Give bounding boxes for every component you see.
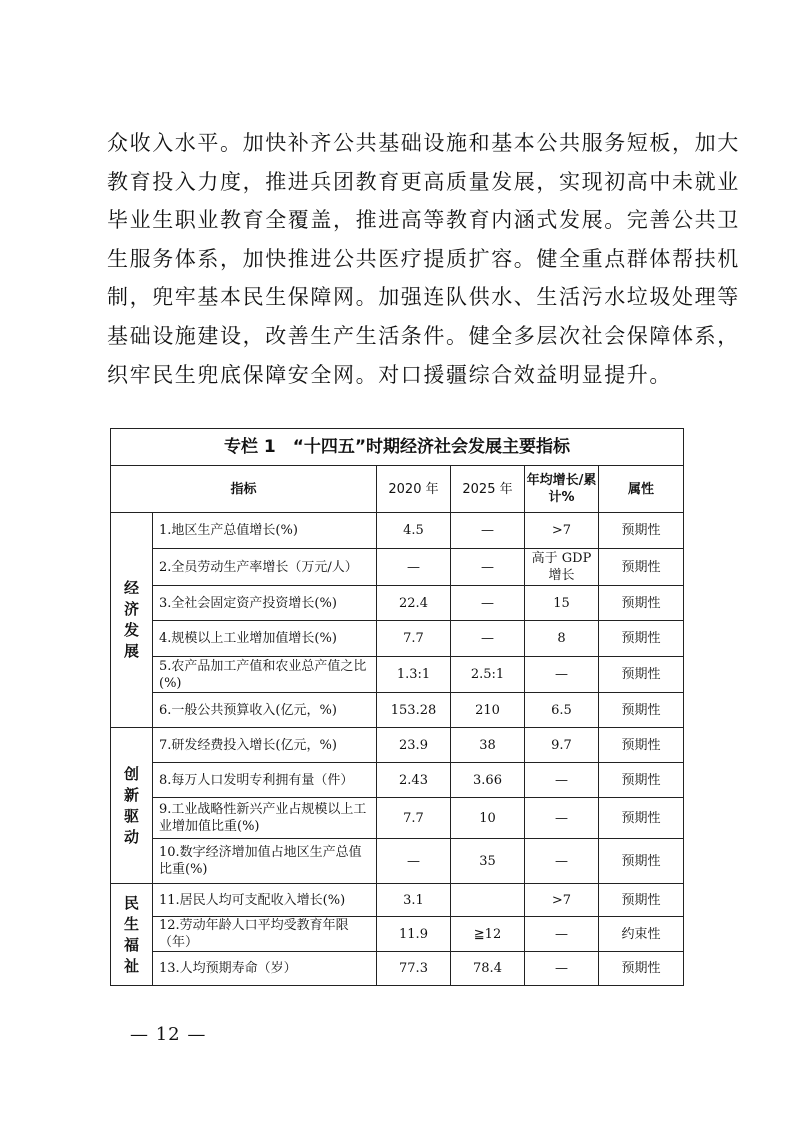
growth-value: 6.5 [525,693,599,728]
category-char: 创 [123,764,139,783]
indicator-name: 4.规模以上工业增加值增长(%) [153,621,377,657]
table-title: 专栏 1 “十四五”时期经济社会发展主要指标 [111,429,684,466]
value-2020: — [377,839,451,884]
value-2025: — [451,513,525,549]
value-2020: 23.9 [377,728,451,763]
body-paragraph [107,124,740,394]
indicator-name: 6.一般公共预算收入(亿元，%) [153,693,377,728]
attribute-value: 预期性 [599,657,684,693]
header-2025: 2025 年 [451,466,525,513]
page-number: — 12 — [130,1024,207,1045]
value-2025: — [451,586,525,621]
table-row [111,917,684,952]
category-char: 发 [123,621,139,639]
growth-value: >7 [525,884,599,917]
attribute-value: 预期性 [599,549,684,586]
growth-value: 高于 GDP 增长 [525,549,599,586]
attribute-value: 预期性 [599,839,684,884]
table-row [111,513,684,549]
category-char: 新 [123,785,139,804]
value-2020: 22.4 [377,586,451,621]
table-row [111,549,684,586]
header-growth: 年均增长/累计% [525,466,599,513]
growth-value: 15 [525,586,599,621]
attribute-value: 约束性 [599,917,684,952]
header-2020: 2020 年 [377,466,451,513]
value-2020: 7.7 [377,798,451,839]
attribute-value: 预期性 [599,952,684,986]
value-2025: 2.5:1 [451,657,525,693]
value-2025: — [451,549,525,586]
attribute-value: 预期性 [599,621,684,657]
value-2025: 38 [451,728,525,763]
category-char: 动 [123,827,139,846]
indicator-name: 7.研发经费投入增长(亿元，%) [153,728,377,763]
table-row [111,798,684,839]
indicator-name: 11.居民人均可支配收入增长(%) [153,884,377,917]
table-row [111,657,684,693]
body-line: 教育投入力度，推进兵团教育更高质量发展，实现初高中未就业 [107,169,740,194]
table-row [111,763,684,798]
category-char: 祉 [123,956,139,975]
table-body [111,513,684,986]
indicator-name: 2.全员劳动生产率增长（万元/人） [153,549,377,586]
growth-value: — [525,657,599,693]
table-row [111,728,684,763]
attribute-value: 预期性 [599,513,684,549]
indicator-name: 13.人均预期寿命（岁） [153,952,377,986]
indicators-table [110,428,684,986]
growth-value: >7 [525,513,599,549]
body-line: 众收入水平。加快补齐公共基础设施和基本公共服务短板，加大 [107,131,740,155]
attribute-value: 预期性 [599,728,684,763]
indicator-name: 1.地区生产总值增长(%) [153,513,377,549]
growth-value: 9.7 [525,728,599,763]
value-2025: 210 [451,693,525,728]
value-2020: 2.43 [377,763,451,798]
value-2020: 7.7 [377,621,451,657]
category-char: 经 [123,579,139,597]
growth-value: — [525,917,599,952]
value-2020: 4.5 [377,513,451,549]
value-2025: 78.4 [451,952,525,986]
value-2025: ≧12 [451,917,525,952]
category-label [111,513,153,728]
category-char: 福 [123,935,139,954]
indicator-name: 9.工业战略性新兴产业占规模以上工业增加值比重(%) [153,798,377,839]
value-2020: 153.28 [377,693,451,728]
header-indicator: 指标 [111,466,377,513]
category-char: 生 [123,914,139,933]
value-2020: 3.1 [377,884,451,917]
value-2025 [451,884,525,917]
table-row [111,621,684,657]
value-2025: 10 [451,798,525,839]
category-char: 民 [123,893,139,912]
body-line: 基础设施建设，改善生产生活条件。健全多层次社会保障体系， [107,323,740,348]
attribute-value: 预期性 [599,586,684,621]
value-2020: 1.3:1 [377,657,451,693]
value-2020: — [377,549,451,586]
attribute-value: 预期性 [599,798,684,839]
attribute-value: 预期性 [599,693,684,728]
body-line: 制，兜牢基本民生保障网。加强连队供水、生活污水垃圾处理等 [107,285,740,310]
growth-value: — [525,952,599,986]
category-char: 济 [123,600,139,618]
growth-value: — [525,763,599,798]
value-2025: 35 [451,839,525,884]
category-label [111,884,153,986]
category-label [111,728,153,884]
value-2025: — [451,621,525,657]
table-row [111,884,684,917]
indicator-name: 10.数字经济增加值占地区生产总值比重(%) [153,839,377,884]
header-attribute: 属性 [599,466,684,513]
value-2020: 11.9 [377,917,451,952]
category-char: 展 [123,642,139,660]
body-line: 生服务体系，加快推进公共医疗提质扩容。健全重点群体帮扶机 [107,246,740,271]
category-char: 驱 [123,806,139,825]
value-2025: 3.66 [451,763,525,798]
table-row [111,952,684,986]
table-row [111,839,684,884]
indicator-name: 8.每万人口发明专利拥有量（件） [153,763,377,798]
attribute-value: 预期性 [599,884,684,917]
growth-value: — [525,798,599,839]
attribute-value: 预期性 [599,763,684,798]
value-2020: 77.3 [377,952,451,986]
table-row [111,693,684,728]
table-row [111,586,684,621]
growth-value: — [525,839,599,884]
growth-value: 8 [525,621,599,657]
body-line: 毕业生职业教育全覆盖，推进高等教育内涵式发展。完善公共卫 [107,208,740,233]
indicator-name: 5.农产品加工产值和农业总产值之比(%) [153,657,377,693]
body-line: 织牢民生兜底保障安全网。对口援疆综合效益明显提升。 [107,362,672,387]
indicator-name: 12.劳动年龄人口平均受教育年限（年） [153,917,377,952]
indicator-name: 3.全社会固定资产投资增长(%) [153,586,377,621]
